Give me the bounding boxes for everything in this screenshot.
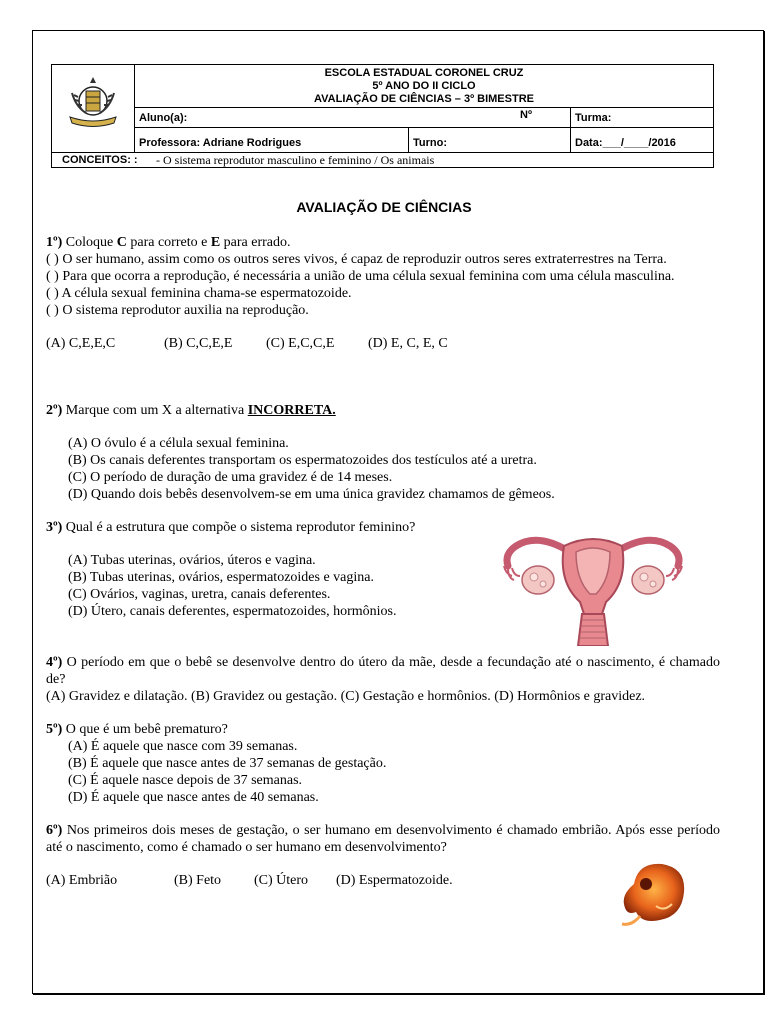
q4-prompt: O período em que o bebê se desenvolve dentro do útero da mãe, desde a fecundação até o nascimento, é chamado de? [46,655,720,687]
q6-number: 6º) [46,823,63,838]
q1-e: E [210,235,221,250]
q3-option-d[interactable]: (D) Útero, canais deferentes, espermatozoides, hormônios. [68,604,397,619]
q3-option-a[interactable]: (A) Tubas uterinas, ovários, úteros e vagina. [68,553,316,568]
q5-number: 5º) [46,722,63,737]
q5-prompt: O que é um bebê prematuro? [62,722,228,737]
q5-option-c[interactable]: (C) É aquele nasce depois de 37 semanas. [68,773,303,788]
q5-option-b[interactable]: (B) É aquele que nasce antes de 37 semanas de gestação. [68,756,387,771]
q1-c: C [116,235,127,250]
question-4 [46,654,720,705]
q2-emphasis: INCORRETA. [247,403,336,418]
school-name: ESCOLA ESTADUAL CORONEL CRUZ [324,67,524,79]
q3-option-b[interactable]: (B) Tubas uterinas, ovários, espermatozoides e vagina. [68,570,374,585]
q1-option-a[interactable]: (A) C,E,E,C [46,336,116,351]
turno-field[interactable]: Turno: [408,128,570,153]
q2-prompt: Marque com um X a alternativa [62,403,248,418]
embryo-icon [612,854,698,932]
professora-field: Professora: Adriane Rodrigues [139,137,302,149]
q1-prompt-c: para errado. [220,235,291,250]
q6-option-d[interactable]: (D) Espermatozoide. [336,873,453,888]
q1-option-c[interactable]: (C) E,C,C,E [266,336,335,351]
turma-field[interactable]: Turma: [570,108,713,128]
q1-item[interactable]: ( ) O sistema reprodutor auxilia na reprodução. [46,303,309,318]
grade-label: 5º ANO DO II CICLO [372,80,476,92]
q6-option-a[interactable]: (A) Embrião [46,873,118,888]
q3-prompt: Qual é a estrutura que compõe o sistema reprodutor feminino? [62,520,416,535]
q1-item[interactable]: ( ) O ser humano, assim como os outros seres vivos, é capaz de reproduzir outros seres extraterrestres na Terra. [46,252,667,267]
q2-option-d[interactable]: (D) Quando dois bebês desenvolvem-se em uma única gravidez chamamos de gêmeos. [68,487,555,502]
q2-option-c[interactable]: (C) O período de duração de uma gravidez é de 14 meses. [68,470,393,485]
q1-option-b[interactable]: (B) C,C,E,E [164,336,233,351]
q1-item[interactable]: ( ) A célula sexual feminina chama-se espermatozoide. [46,286,352,301]
question-1 [46,234,720,352]
q2-option-b[interactable]: (B) Os canais deferentes transportam os espermatozoides dos testículos até a uretra. [68,453,537,468]
q1-number: 1º) [46,235,63,250]
q1-prompt-a: Coloque [62,235,117,250]
q6-option-c[interactable]: (C) Útero [254,873,309,888]
embryo-photo [612,854,698,932]
q6-option-b[interactable]: (B) Feto [174,873,222,888]
header-table [51,64,714,168]
q2-option-a[interactable]: (A) O óvulo é a célula sexual feminina. [68,436,289,451]
q2-number: 2º) [46,403,63,418]
q5-option-a[interactable]: (A) É aquele que nasce com 39 semanas. [68,739,298,754]
q1-item[interactable]: ( ) Para que ocorra a reprodução, é necessária a união de uma célula sexual feminina com uma célula masculina. [46,269,675,284]
q5-option-d[interactable]: (D) É aquele que nasce antes de 40 semanas. [68,790,319,805]
question-2 [46,402,720,503]
school-logo [52,65,135,152]
conceitos-label: CONCEITOS: : [62,154,138,166]
q1-prompt-b: para correto e [126,235,211,250]
data-field[interactable]: Data:___/____/2016 [570,128,713,153]
uterus-icon [498,522,688,646]
aluno-field[interactable]: Aluno(a): [139,112,188,124]
q6-prompt: Nos primeiros dois meses de gestação, o ser humano em desenvolvimento é chamado embrião. Após esse período até o nascimento, como é chamado o ser humano em desenvolvimento? [46,823,720,855]
numero-field[interactable]: Nº [520,109,532,121]
page-title: AVALIAÇÃO DE CIÊNCIAS [296,199,472,215]
uterus-illustration [498,522,688,646]
conceitos-text: - O sistema reprodutor masculino e feminino / Os animais [156,153,435,167]
question-5 [46,721,720,806]
school-crest-icon [52,65,135,152]
q1-option-d[interactable]: (D) E, C, E, C [368,336,448,351]
q3-number: 3º) [46,520,63,535]
q4-options[interactable]: (A) Gravidez e dilatação. (B) Gravidez ou gestação. (C) Gestação e hormônios. (D) Hormônios e gravidez. [46,689,646,704]
q4-number: 4º) [46,655,63,670]
q3-option-c[interactable]: (C) Ovários, vaginas, uretra, canais deferentes. [68,587,331,602]
exam-label: AVALIAÇÃO DE CIÊNCIAS – 3º BIMESTRE [314,93,534,105]
